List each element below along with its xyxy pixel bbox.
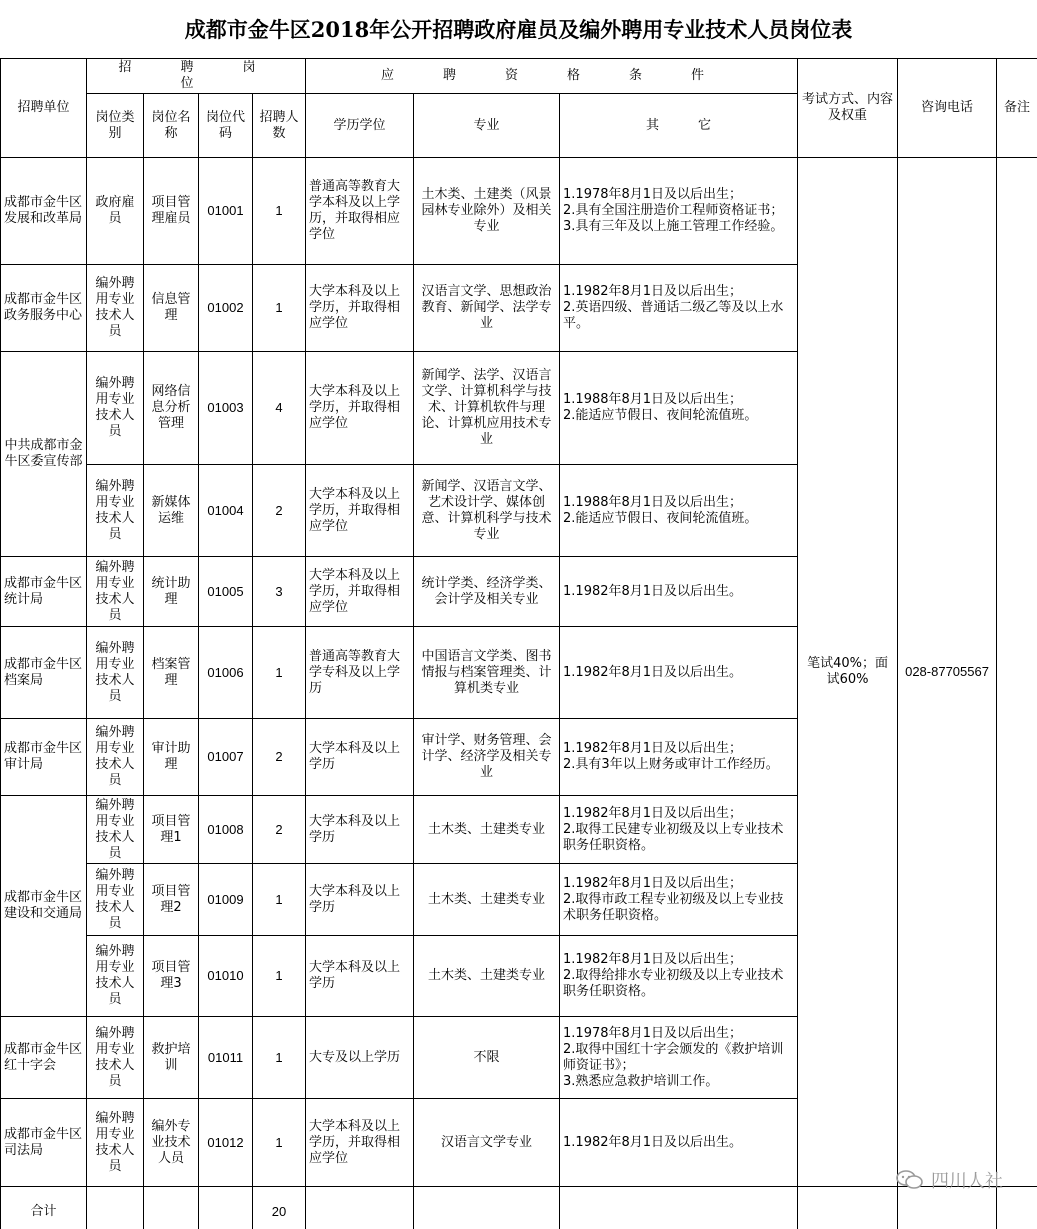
pos-type-cell: 编外聘用专业技术人员	[87, 936, 144, 1017]
count-cell: 1	[253, 158, 306, 265]
header-pos-name: 岗位名称	[144, 94, 199, 158]
major-cell: 新闻学、汉语言文学、艺术设计学、媒体创意、计算机科学与技术专业	[414, 465, 560, 557]
page-title: 成都市金牛区2018年公开招聘政府雇员及编外聘用专业技术人员岗位表	[184, 17, 853, 42]
unit-cell: 成都市金牛区政务服务中心	[1, 265, 87, 352]
unit-cell: 成都市金牛区发展和改革局	[1, 158, 87, 265]
table-row	[1, 158, 1037, 265]
header-exam: 考试方式、内容及权重	[798, 59, 898, 158]
wechat-icon	[895, 1169, 925, 1191]
count-cell: 1	[253, 265, 306, 352]
header-position-group: 招 聘 岗 位	[87, 59, 306, 94]
empty-cell	[199, 1187, 253, 1229]
count-cell: 2	[253, 796, 306, 864]
other-cell: 1.1978年8月1日及以后出生； 2.取得中国红十字会颁发的《救护培训师资证书》； 3.熟悉应急救护培训工作。	[560, 1017, 798, 1099]
empty-cell	[87, 1187, 144, 1229]
major-cell: 土木类、土建类专业	[414, 864, 560, 936]
header-row-1	[1, 59, 1037, 94]
pos-code-cell: 01004	[199, 465, 253, 557]
edu-cell: 普通高等教育大学本科及以上学历，并取得相应学位	[306, 158, 414, 265]
count-cell: 1	[253, 1017, 306, 1099]
edu-cell: 大学本科及以上学历，并取得相应学位	[306, 557, 414, 627]
pos-type-cell: 编外聘用专业技术人员	[87, 557, 144, 627]
exam-cell: 笔试40%；面试60%	[798, 158, 898, 1187]
major-cell: 中国语言文学类、图书情报与档案管理类、计算机类专业	[414, 627, 560, 719]
pos-code-cell: 01008	[199, 796, 253, 864]
major-cell: 统计学类、经济学类、会计学及相关专业	[414, 557, 560, 627]
unit-cell: 成都市金牛区司法局	[1, 1099, 87, 1187]
header-pos-type: 岗位类别	[87, 94, 144, 158]
pos-code-cell: 01003	[199, 352, 253, 465]
pos-type-cell: 编外聘用专业技术人员	[87, 352, 144, 465]
pos-type-cell: 编外聘用专业技术人员	[87, 719, 144, 796]
edu-cell: 大专及以上学历	[306, 1017, 414, 1099]
total-label: 合计	[1, 1187, 87, 1229]
count-cell: 2	[253, 465, 306, 557]
pos-code-cell: 01012	[199, 1099, 253, 1187]
header-count: 招聘人数	[253, 94, 306, 158]
edu-cell: 大学本科及以上学历	[306, 796, 414, 864]
major-cell: 土木类、土建类专业	[414, 936, 560, 1017]
unit-cell: 成都市金牛区红十字会	[1, 1017, 87, 1099]
edu-cell: 大学本科及以上学历	[306, 719, 414, 796]
pos-code-cell: 01005	[199, 557, 253, 627]
other-cell: 1.1982年8月1日及以后出生； 2.取得给排水专业初级及以上专业技术职务任职资格。	[560, 936, 798, 1017]
other-cell: 1.1982年8月1日及以后出生； 2.英语四级、普通话二级乙等及以上水平。	[560, 265, 798, 352]
other-cell: 1.1988年8月1日及以后出生； 2.能适应节假日、夜间轮流值班。	[560, 352, 798, 465]
unit-cell: 成都市金牛区统计局	[1, 557, 87, 627]
pos-code-cell: 01006	[199, 627, 253, 719]
pos-name-cell: 档案管理	[144, 627, 199, 719]
count-cell: 3	[253, 557, 306, 627]
edu-cell: 大学本科及以上学历，并取得相应学位	[306, 465, 414, 557]
empty-cell	[798, 1187, 898, 1229]
header-other: 其 它	[560, 94, 798, 158]
other-cell: 1.1982年8月1日及以后出生。	[560, 1099, 798, 1187]
pos-code-cell: 01009	[199, 864, 253, 936]
pos-name-cell: 网络信息分析管理	[144, 352, 199, 465]
count-cell: 2	[253, 719, 306, 796]
pos-code-cell: 01011	[199, 1017, 253, 1099]
empty-cell	[414, 1187, 560, 1229]
pos-type-cell: 编外聘用专业技术人员	[87, 864, 144, 936]
header-edu: 学历学位	[306, 94, 414, 158]
pos-type-cell: 编外聘用专业技术人员	[87, 627, 144, 719]
major-cell: 土木类、土建类专业	[414, 796, 560, 864]
edu-cell: 大学本科及以上学历，并取得相应学位	[306, 352, 414, 465]
header-remark: 备注	[997, 59, 1037, 158]
pos-type-cell: 编外聘用专业技术人员	[87, 1017, 144, 1099]
pos-name-cell: 审计助理	[144, 719, 199, 796]
header-phone: 咨询电话	[898, 59, 997, 158]
other-cell: 1.1982年8月1日及以后出生。	[560, 627, 798, 719]
pos-type-cell: 编外聘用专业技术人员	[87, 796, 144, 864]
header-pos-code: 岗位代码	[199, 94, 253, 158]
total-row	[1, 1187, 1037, 1229]
unit-cell: 成都市金牛区建设和交通局	[1, 796, 87, 1017]
unit-cell: 成都市金牛区档案局	[1, 627, 87, 719]
empty-cell	[560, 1187, 798, 1229]
count-cell: 1	[253, 1099, 306, 1187]
remark-cell	[997, 158, 1037, 1187]
count-cell: 1	[253, 936, 306, 1017]
pos-type-cell: 编外聘用专业技术人员	[87, 465, 144, 557]
watermark	[895, 1167, 1003, 1193]
major-cell: 审计学、财务管理、会计学、经济学及相关专业	[414, 719, 560, 796]
other-cell: 1.1978年8月1日及以后出生； 2.具有全国注册造价工程师资格证书； 3.具有三年及以上施工管理工作经验。	[560, 158, 798, 265]
other-cell: 1.1982年8月1日及以后出生； 2.取得工民建专业初级及以上专业技术职务任职资格。	[560, 796, 798, 864]
count-cell: 1	[253, 627, 306, 719]
major-cell: 汉语言文学、思想政治教育、新闻学、法学专业	[414, 265, 560, 352]
pos-name-cell: 编外专业技术人员	[144, 1099, 199, 1187]
count-cell: 1	[253, 864, 306, 936]
edu-cell: 普通高等教育大学专科及以上学历	[306, 627, 414, 719]
empty-cell	[306, 1187, 414, 1229]
pos-name-cell: 项目管理雇员	[144, 158, 199, 265]
major-cell: 土木类、土建类（风景园林专业除外）及相关专业	[414, 158, 560, 265]
pos-name-cell: 新媒体运维	[144, 465, 199, 557]
positions-table	[0, 58, 1037, 1229]
other-cell: 1.1988年8月1日及以后出生； 2.能适应节假日、夜间轮流值班。	[560, 465, 798, 557]
pos-name-cell: 项目管理1	[144, 796, 199, 864]
edu-cell: 大学本科及以上学历，并取得相应学位	[306, 265, 414, 352]
phone-cell: 028-87705567	[898, 158, 997, 1187]
edu-cell: 大学本科及以上学历，并取得相应学位	[306, 1099, 414, 1187]
watermark-text: 四川人社	[931, 1171, 1003, 1192]
pos-name-cell: 项目管理2	[144, 864, 199, 936]
header-unit: 招聘单位	[1, 59, 87, 158]
pos-name-cell: 救护培训	[144, 1017, 199, 1099]
major-cell: 新闻学、法学、汉语言文学、计算机科学与技术、计算机软件与理论、计算机应用技术专业	[414, 352, 560, 465]
pos-type-cell: 编外聘用专业技术人员	[87, 1099, 144, 1187]
pos-code-cell: 01001	[199, 158, 253, 265]
count-cell: 4	[253, 352, 306, 465]
unit-cell: 中共成都市金牛区委宣传部	[1, 352, 87, 557]
pos-code-cell: 01007	[199, 719, 253, 796]
unit-cell: 成都市金牛区审计局	[1, 719, 87, 796]
header-major: 专业	[414, 94, 560, 158]
edu-cell: 大学本科及以上学历	[306, 864, 414, 936]
major-cell: 不限	[414, 1017, 560, 1099]
major-cell: 汉语言文学专业	[414, 1099, 560, 1187]
total-count: 20	[253, 1187, 306, 1229]
other-cell: 1.1982年8月1日及以后出生； 2.具有3年以上财务或审计工作经历。	[560, 719, 798, 796]
pos-type-cell: 政府雇员	[87, 158, 144, 265]
header-qualification-group: 应 聘 资 格 条 件	[306, 59, 798, 94]
pos-name-cell: 统计助理	[144, 557, 199, 627]
pos-code-cell: 01010	[199, 936, 253, 1017]
empty-cell	[144, 1187, 199, 1229]
edu-cell: 大学本科及以上学历	[306, 936, 414, 1017]
pos-code-cell: 01002	[199, 265, 253, 352]
pos-name-cell: 项目管理3	[144, 936, 199, 1017]
other-cell: 1.1982年8月1日及以后出生。	[560, 557, 798, 627]
other-cell: 1.1982年8月1日及以后出生； 2.取得市政工程专业初级及以上专业技术职务任职资格。	[560, 864, 798, 936]
pos-type-cell: 编外聘用专业技术人员	[87, 265, 144, 352]
pos-name-cell: 信息管理	[144, 265, 199, 352]
